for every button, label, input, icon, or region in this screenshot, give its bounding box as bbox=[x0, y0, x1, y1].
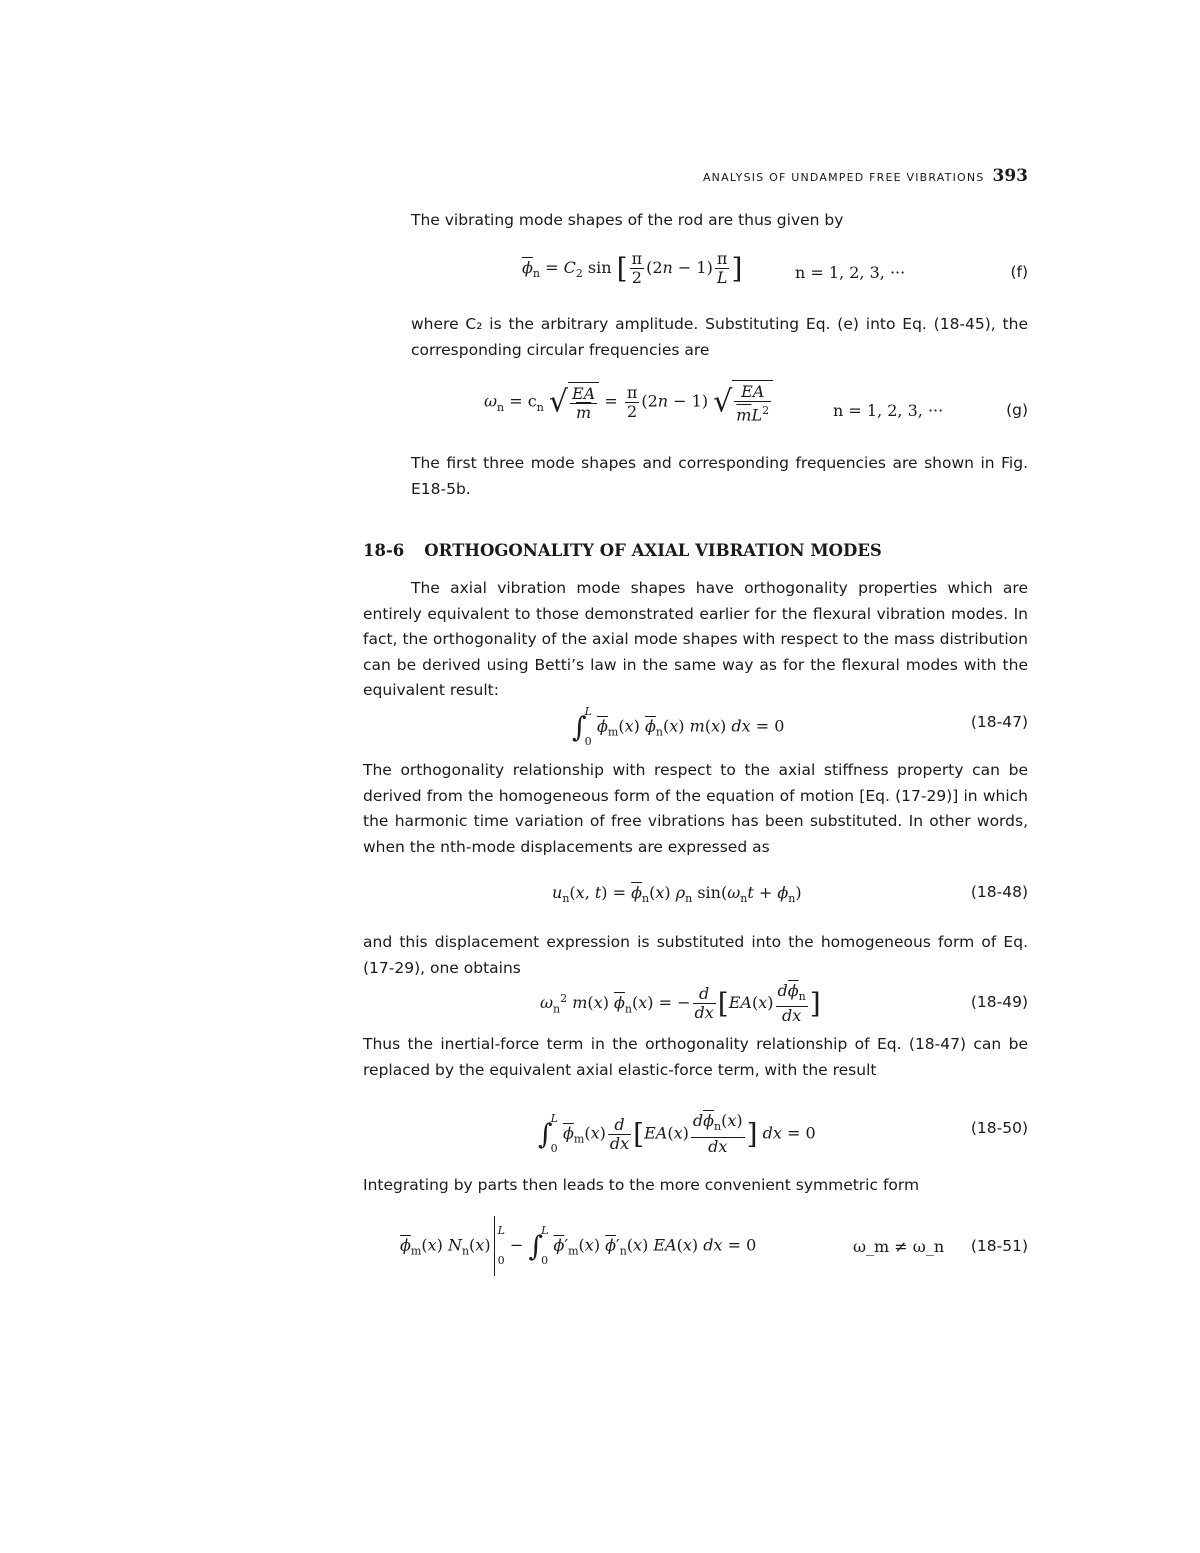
paragraph-inertial: Thus the inertial-force term in the orthogonality relationship of Eq. (18-47) can be replaced by the equivalent axial elastic-force term, with the result bbox=[363, 1035, 1028, 1079]
running-title: ANALYSIS OF UNDAMPED FREE VIBRATIONS bbox=[702, 171, 985, 184]
equation-g: $\omega_n = c_n$ √ $\frac{EA}{m}$ = $\frac{\pi}{2}$ (2n − 1) √ $\frac{EA}{\overline{m}L^2}$ bbox=[484, 380, 773, 424]
running-header bbox=[703, 166, 1028, 186]
section-number: 18-6 bbox=[363, 541, 405, 560]
paragraph-stiffness: The orthogonality relationship with respect to the axial stiffness property can be derived from the homogeneous form of the equation of motion [Eq. (17-29)] in which the harmonic time variation of free vibrations has been substituted. In other words, when the nth-mode displacements are expressed as bbox=[363, 761, 1028, 856]
equation-18-50: ∫ L 0 $\overline{\phi}_m(x)$ $\frac{d}{dx}$ [EA(x) $\frac{d\overline{\phi}_n(x)}{dx}$ ] dx = 0 bbox=[538, 1111, 816, 1156]
paragraph-amplitude: where C₂ is the arbitrary amplitude. Substituting Eq. (e) into Eq. (18-45), the corresponding circular frequencies are bbox=[411, 315, 1028, 359]
equation-18-51-tag: (18-51) bbox=[970, 1237, 1028, 1255]
paragraph-substitution: and this displacement expression is substituted into the homogeneous form of Eq. (17-29), one obtains bbox=[363, 933, 1028, 977]
equation-18-49: $\omega_n^2$ m(x) $\overline{\phi}_n(x)$ = − $\frac{d}{dx}$ [EA(x) $\frac{d\overline{\phi}_n}{dx}$ ] bbox=[540, 981, 821, 1026]
equation-f-tag: (f) bbox=[1010, 263, 1028, 281]
equation-18-49-tag: (18-49) bbox=[970, 993, 1028, 1011]
section-heading bbox=[363, 541, 882, 560]
equation-18-50-tag: (18-50) bbox=[970, 1119, 1028, 1137]
equation-18-51-condition: ω_m ≠ ω_n bbox=[853, 1237, 945, 1256]
equation-18-47-tag: (18-47) bbox=[970, 713, 1028, 731]
section-title: ORTHOGONALITY OF AXIAL VIBRATION MODES bbox=[424, 541, 882, 560]
equation-g-range: n = 1, 2, 3, ··· bbox=[833, 401, 944, 420]
equation-g-tag: (g) bbox=[1006, 401, 1028, 419]
equation-18-48: $u_n(x$, $t) = \overline{\phi}_n(x)$ $\rho_n$ $\sin(\omega_nt + \phi_n)$ bbox=[552, 883, 802, 906]
paragraph-modes: The first three mode shapes and corresponding frequencies are shown in Fig. E18-5b. bbox=[411, 454, 1028, 498]
equation-18-51: $\overline{\phi}_m(x)$ $N_n(x)$ L 0 − ∫ L 0 $\overline{\phi}'_m(x)$ $\overline{\phi}'_n(x)$ EA(x) dx = 0 bbox=[400, 1216, 756, 1276]
page-number: 393 bbox=[992, 166, 1028, 186]
equation-18-48-tag: (18-48) bbox=[970, 883, 1028, 901]
paragraph-integration: Integrating by parts then leads to the more convenient symmetric form bbox=[363, 1176, 920, 1194]
equation-f: $\overline{\phi}_n = C_2$ sin [ $\frac{\pi}{2}$ (2n − 1) $\frac{\pi}{L}$ ] bbox=[522, 249, 743, 287]
paragraph-intro: The vibrating mode shapes of the rod are thus given by bbox=[411, 211, 844, 229]
paragraph-orthogonality: The axial vibration mode shapes have orthogonality properties which are entirely equivalent to those demonstrated earlier for the flexural vibration modes. In fact, the orthogonality of the axial mode shapes with respect to the mass distribution can be derived using Betti’s law in the same way as for the flexural modes with the equivalent result: bbox=[363, 579, 1028, 699]
equation-f-range: n = 1, 2, 3, ··· bbox=[795, 263, 906, 282]
equation-18-47: ∫ L 0 $\overline{\phi}_m(x)$ $\overline{\phi}_n(x)$ m(x) dx = 0 bbox=[572, 705, 785, 748]
